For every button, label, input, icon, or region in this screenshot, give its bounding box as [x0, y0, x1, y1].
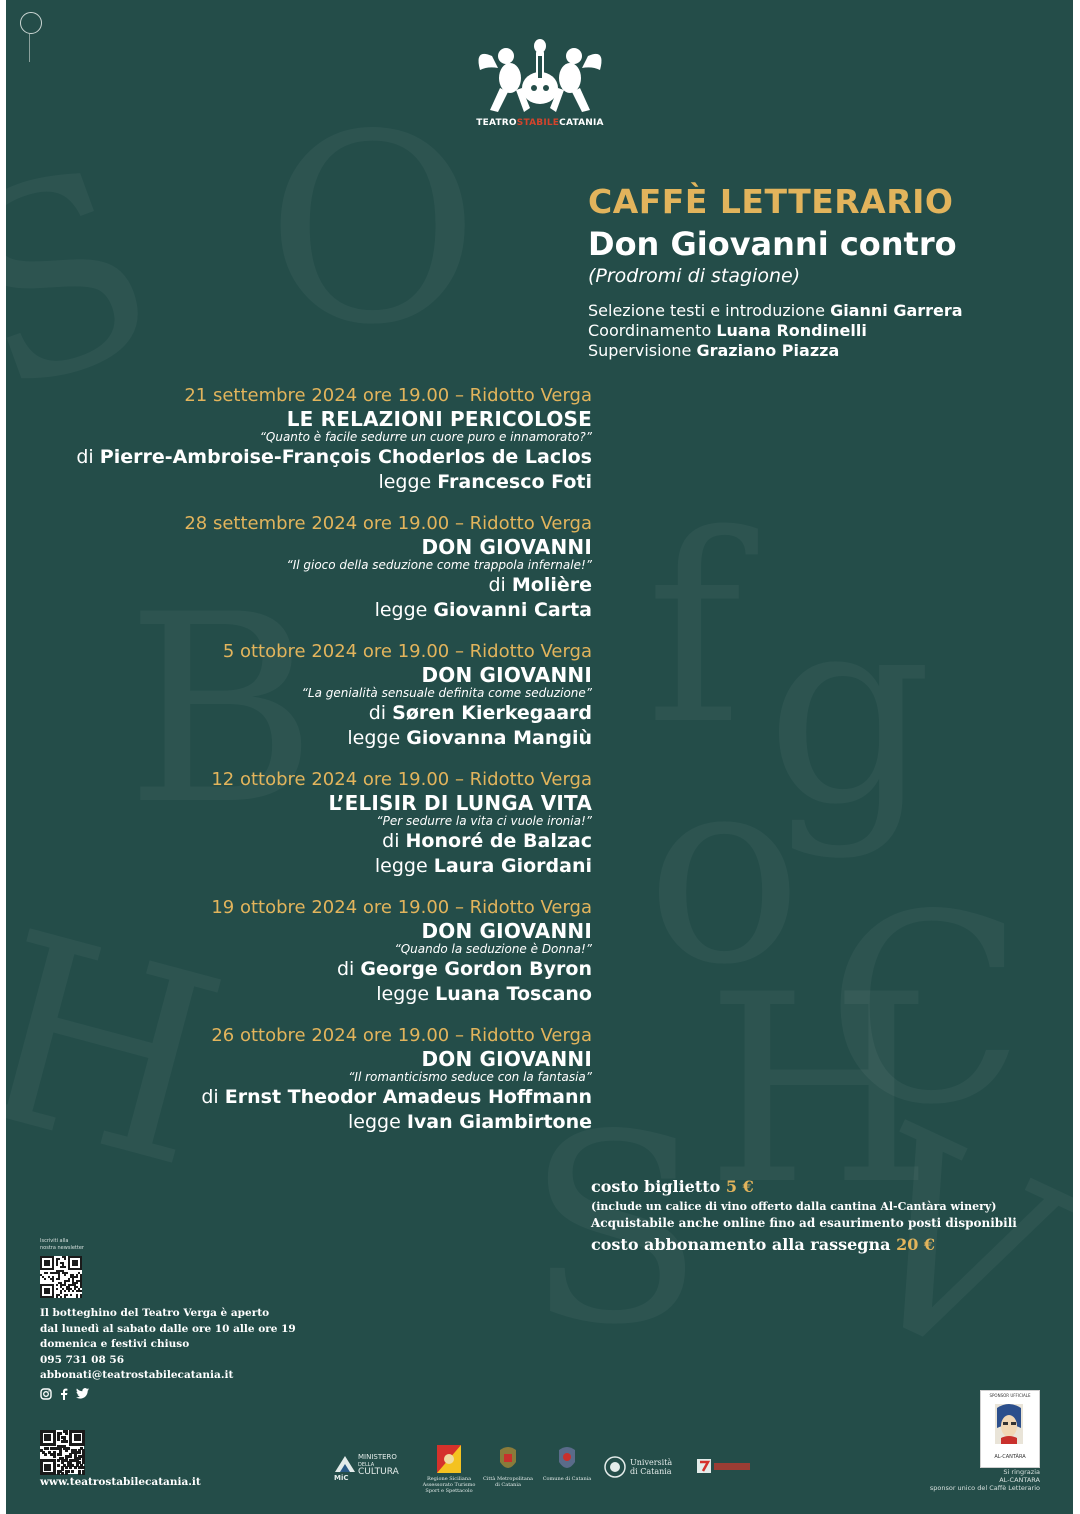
region-logo: Regione Siciliana Assessorato Turismo Sport e Spettacolo — [420, 1444, 478, 1494]
event-date: 5 ottobre 2024 ore 19.00 – Ridotto Verga — [222, 641, 592, 662]
event-item — [46, 384, 592, 494]
event-reader: legge Laura Giordani — [374, 855, 592, 877]
event-author: di Ernst Theodor Amadeus Hoffmann — [201, 1086, 592, 1108]
university-logo: Università di Catania — [604, 1456, 680, 1478]
newsletter-label: Iscriviti alla nostra newsletter — [40, 1238, 84, 1251]
event-title: LE RELAZIONI PERICOLOSE — [286, 407, 592, 431]
ticket-price-line: costo biglietto 5 € — [591, 1177, 754, 1196]
event-quote: “Il romanticismo seduce con la fantasia” — [348, 1070, 592, 1084]
event-reader: legge Luana Toscano — [376, 983, 592, 1005]
event-quote: “Quanto è facile sedurre un cuore puro e innamorato?” — [259, 430, 592, 444]
series-title: Don Giovanni contro — [588, 225, 957, 263]
credit-line: Coordinamento Luana Rondinelli — [588, 321, 867, 340]
social-links — [40, 1388, 89, 1403]
partner-mark-icon — [696, 1458, 752, 1474]
series-subtitle: (Prodromi di stagione) — [588, 265, 801, 287]
event-item — [46, 640, 592, 750]
instagram-icon[interactable] — [40, 1388, 52, 1403]
event-date: 28 settembre 2024 ore 19.00 – Ridotto Verga — [184, 513, 592, 534]
coat-of-arms-icon — [497, 1444, 519, 1474]
event-quote: “Il gioco della seduzione come trappola infernale!” — [286, 558, 592, 572]
event-title: DON GIOVANNI — [421, 535, 592, 559]
website-qr-code[interactable] — [40, 1430, 84, 1474]
event-item — [46, 896, 592, 1006]
event-date: 19 ottobre 2024 ore 19.00 – Ridotto Verga — [211, 897, 592, 918]
events-list — [46, 384, 592, 1152]
event-author: di Honoré de Balzac — [382, 830, 592, 852]
teatro-stabile-logo — [468, 36, 612, 144]
event-header — [588, 182, 1058, 361]
credit-line: Selezione testi e introduzione Gianni Garrera — [588, 301, 963, 320]
credits — [588, 301, 1058, 361]
logo-wordmark: TEATROSTABILECATANIA — [476, 118, 604, 128]
trinacria-icon — [436, 1444, 462, 1474]
event-author: di Pierre-Ambroise-François Choderlos de Laclos — [76, 446, 592, 468]
event-date: 21 settembre 2024 ore 19.00 – Ridotto Verga — [184, 385, 592, 406]
twitter-icon[interactable] — [76, 1388, 89, 1403]
winery-sponsor-logo: SPONSOR UFFICIALE AL-CANTÀRA — [980, 1390, 1040, 1468]
box-office-phone: 095 731 08 56 — [40, 1353, 125, 1366]
cherubs-emblem-icon — [470, 36, 610, 116]
event-title: DON GIOVANNI — [421, 663, 592, 687]
facebook-icon[interactable] — [60, 1388, 68, 1403]
poster — [6, 0, 1073, 1514]
event-author: di Søren Kierkegaard — [368, 702, 592, 724]
event-reader: legge Giovanna Mangiù — [347, 727, 592, 749]
corner-badge-line — [29, 34, 30, 62]
ministry-emblem-icon — [334, 1454, 356, 1474]
series-kicker: CAFFÈ LETTERARIO — [588, 182, 954, 221]
event-item — [46, 1024, 592, 1134]
event-title: DON GIOVANNI — [421, 919, 592, 943]
event-reader: legge Ivan Giambirtone — [347, 1111, 592, 1133]
event-quote: “Quando la seduzione è Donna!” — [394, 942, 592, 956]
event-author: di Molière — [488, 574, 592, 596]
event-reader: legge Francesco Foti — [378, 471, 592, 493]
event-author: di George Gordon Byron — [336, 958, 592, 980]
event-quote: “La genialità sensuale definita come seduzione” — [301, 686, 592, 700]
winery-portrait-icon — [981, 1398, 1037, 1454]
partner-logo — [694, 1458, 754, 1476]
online-note: Acquistabile anche online fino ad esaurimento posti disponibili — [591, 1216, 1017, 1230]
winery-thanks-caption: Si ringrazia AL-CANTARA sponsor unico del Caffè Letterario — [929, 1468, 1040, 1492]
event-item — [46, 768, 592, 878]
event-quote: “Per sedurre la vita ci vuole ironia!” — [376, 814, 592, 828]
newsletter-qr-code[interactable] — [40, 1256, 82, 1298]
pricing-block — [591, 1176, 1061, 1256]
comune-logo: Comune di Catania — [542, 1444, 592, 1482]
university-seal-icon — [604, 1456, 626, 1478]
metropolitan-city-logo: Città Metropolitana di Catania — [482, 1444, 534, 1488]
box-office-info: Il botteghino del Teatro Verga è aperto dal lunedì al sabato dalle ore 10 alle ore 19 domenica e festivi chiuso 095 731 08 56 abbonati@teatrostabilecatania.it — [40, 1306, 280, 1384]
event-date: 12 ottobre 2024 ore 19.00 – Ridotto Verga — [211, 769, 592, 790]
event-title: DON GIOVANNI — [421, 1047, 592, 1071]
ministry-logo: MINISTERO DELLA CULTURA MiC — [334, 1453, 399, 1482]
event-item — [46, 512, 592, 622]
corner-badge-icon — [20, 12, 42, 34]
ticket-note: (include un calice di vino offerto dalla cantina Al-Cantàra winery) — [591, 1200, 997, 1213]
credit-line: Supervisione Graziano Piazza — [588, 341, 840, 360]
event-date: 26 ottobre 2024 ore 19.00 – Ridotto Verga — [211, 1025, 592, 1046]
website-link[interactable]: www.teatrostabilecatania.it — [40, 1476, 201, 1488]
event-title: L’ELISIR DI LUNGA VITA — [328, 791, 592, 815]
box-office-email[interactable]: abbonati@teatrostabilecatania.it — [40, 1369, 234, 1381]
event-reader: legge Giovanni Carta — [374, 599, 592, 621]
coat-of-arms-icon — [556, 1444, 578, 1474]
subscription-price-line: costo abbonamento alla rassegna 20 € — [591, 1235, 936, 1254]
